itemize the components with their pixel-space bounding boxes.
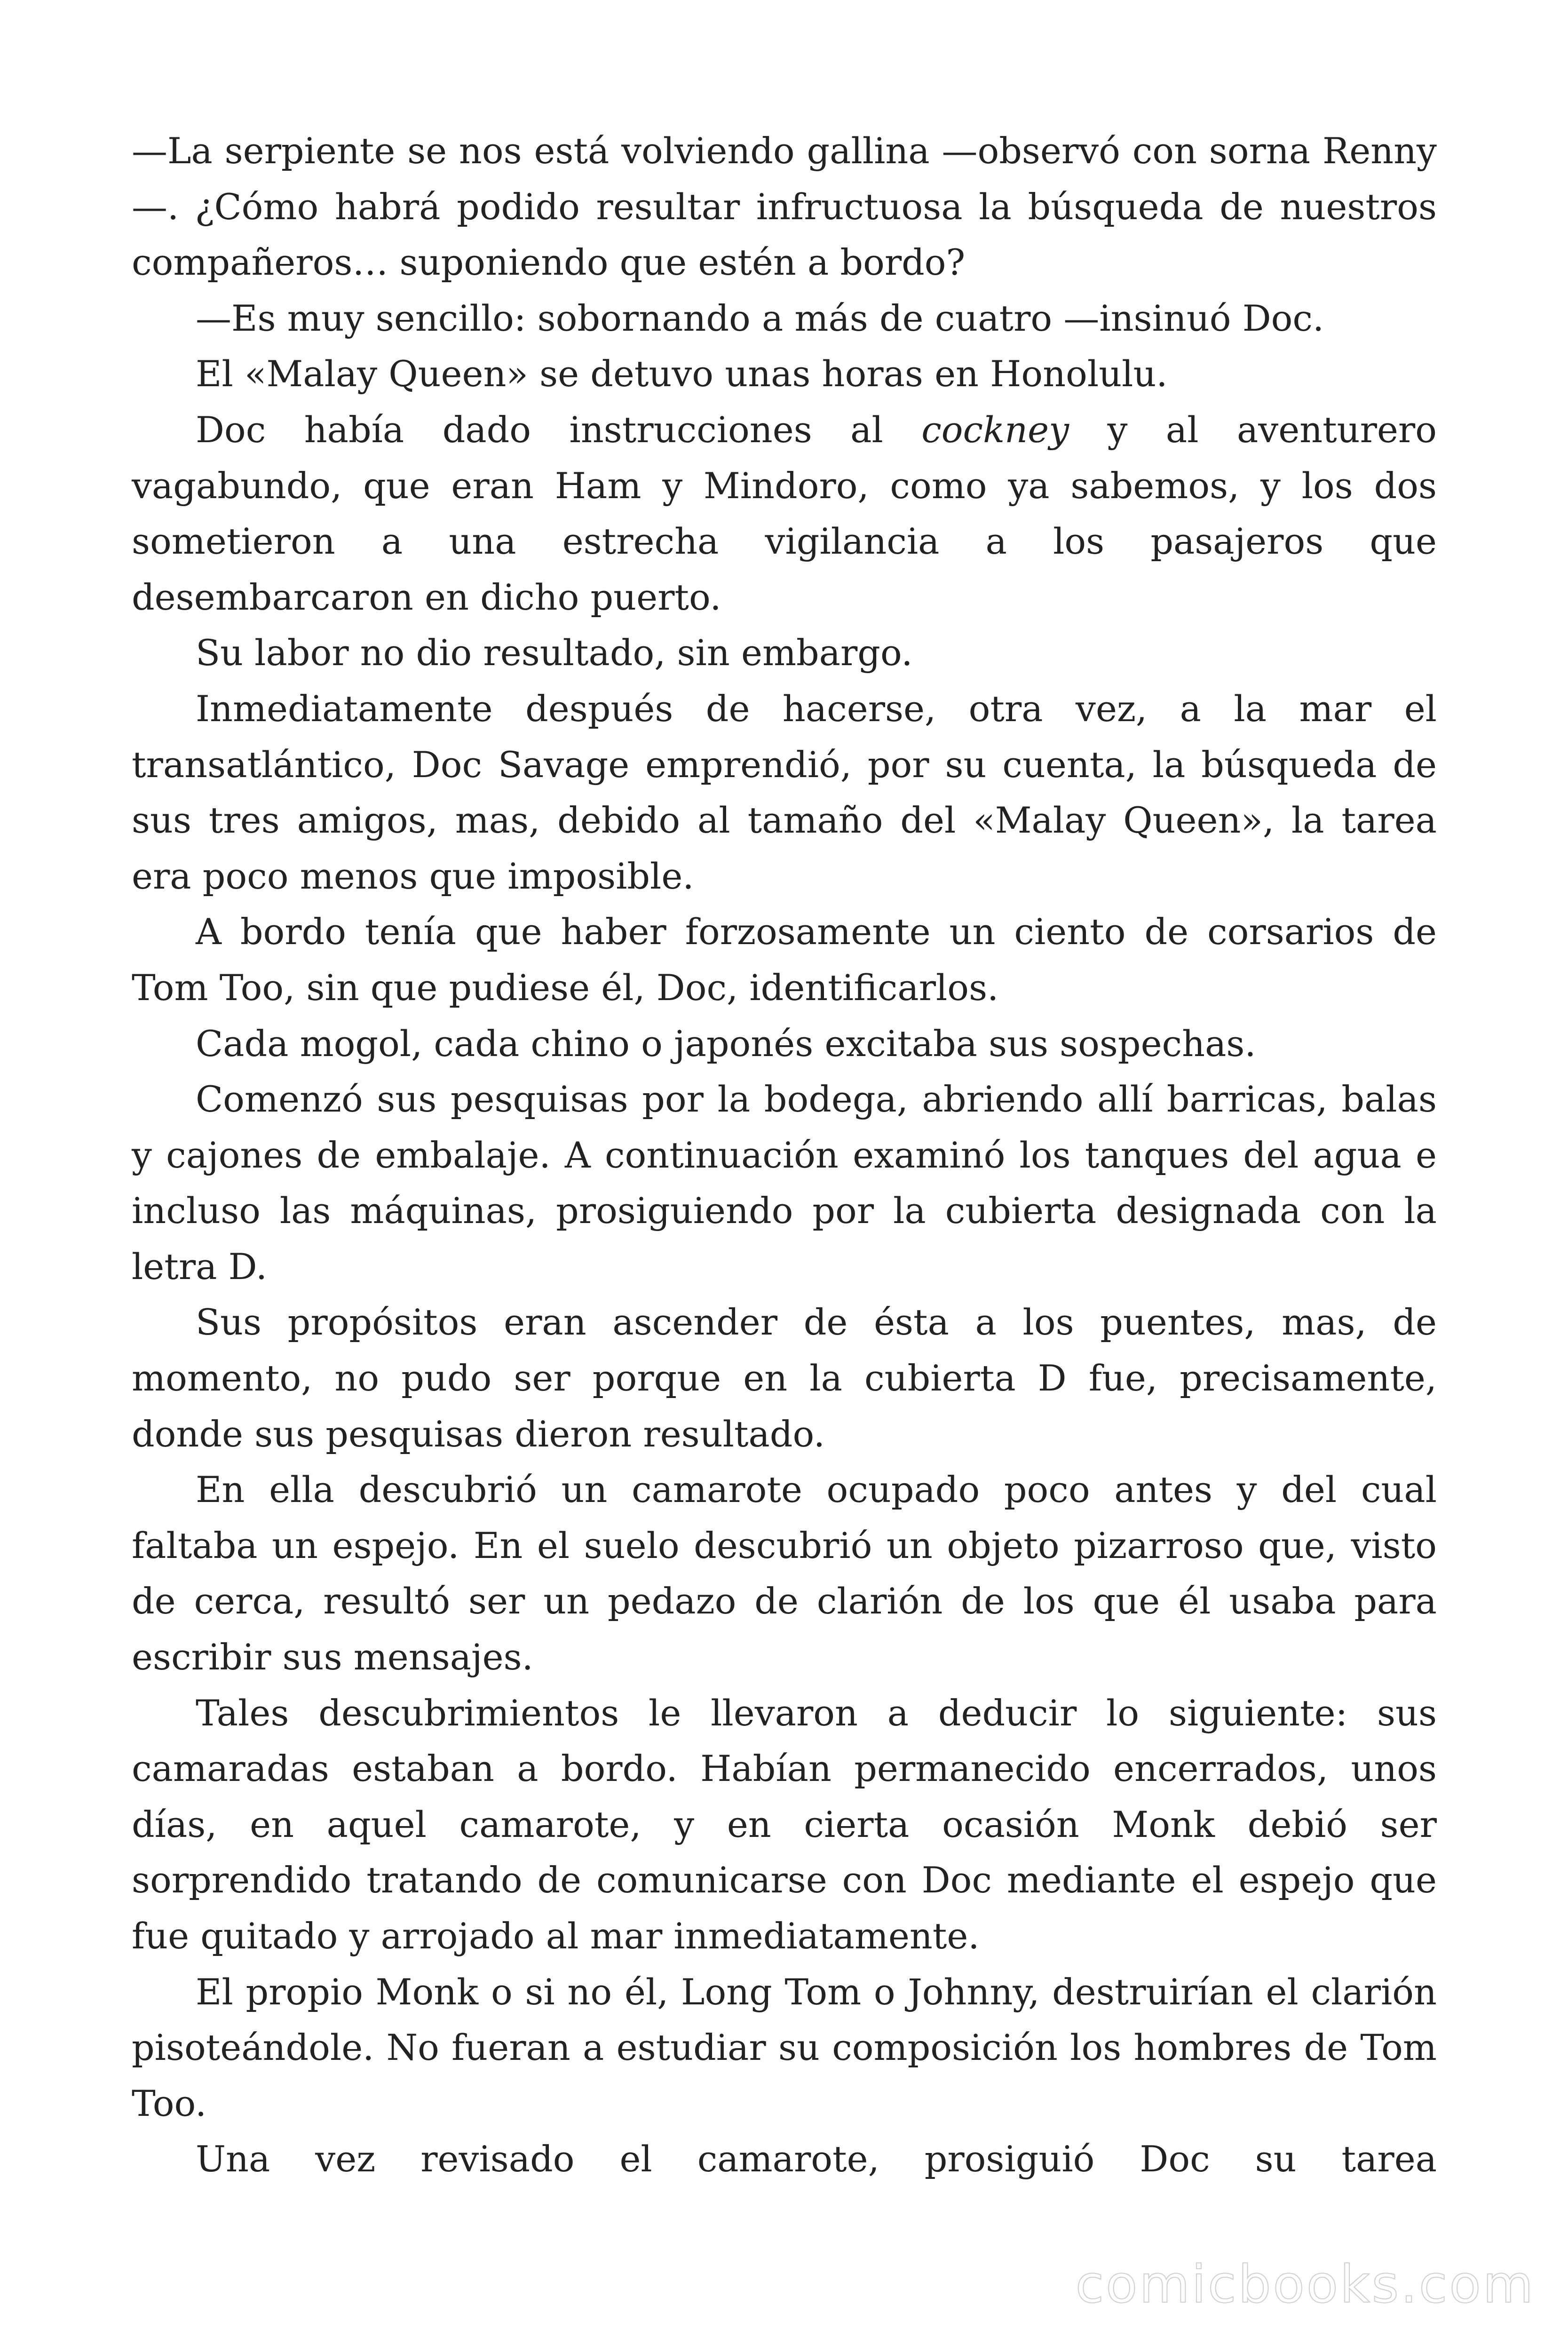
page-text (132, 123, 1437, 2187)
paragraph-11: En ella descubrió un camarote ocupado poco antes y del cual faltaba un espejo. En el suelo descubrió un objeto pizarroso que, visto de cerca, resultó ser un pedazo de clarión de los que él usaba para escribir sus mensajes. (132, 1469, 1437, 1678)
paragraph-5: Su labor no dio resultado, sin embargo. (196, 632, 913, 674)
paragraph-4 (132, 402, 1437, 625)
emphasis-cockney: cockney (921, 408, 1069, 451)
paragraph-3: El «Malay Queen» se detuvo unas horas en Honolulu. (196, 353, 1168, 395)
paragraph-2: —Es muy sencillo: sobornando a más de cuatro —insinuó Doc. (196, 297, 1324, 339)
paragraph-13: El propio Monk o si no él, Long Tom o Johnny, destruirían el clarión pisoteándole. No fueran a estudiar su composición los hombres de Tom Too. (132, 1971, 1437, 2124)
paragraph-4-end: y al aventurero vagabundo, que eran Ham y Mindoro, como ya sabemos, y los dos sometieron a una estrecha vigilancia a los pasajeros que desembarcaron en dicho puerto. (132, 408, 1437, 618)
paragraph-14: Una vez revisado el camarote, prosiguió Doc su tarea (196, 2138, 1437, 2180)
watermark-logo: comicbooks.com (1075, 2254, 1535, 2314)
paragraph-10: Sus propósitos eran ascender de ésta a los puentes, mas, de momento, no pudo ser porque en la cubierta D fue, precisamente, donde sus pesquisas dieron resultado. (132, 1301, 1437, 1455)
paragraph-4-start: Doc había dado instrucciones al (196, 408, 922, 451)
paragraph-8: Cada mogol, cada chino o japonés excitaba sus sospechas. (196, 1022, 1256, 1065)
paragraph-12: Tales descubrimientos le llevaron a deducir lo siguiente: sus camaradas estaban a bordo. Habían permanecido encerrados, unos días, en aquel camarote, y en cierta ocasión Monk debió ser sorprendido tratando de comunicarse con Doc mediante el espejo que fue quitado y arrojado al mar inmediatamente. (132, 1692, 1437, 1957)
paragraph-7: A bordo tenía que haber forzosamente un ciento de corsarios de Tom Too, sin que pudiese él, Doc, identificarlos. (132, 911, 1437, 1009)
paragraph-9: Comenzó sus pesquisas por la bodega, abriendo allí barricas, balas y cajones de embalaje. A continuación examinó los tanques del agua e incluso las máquinas, prosiguiendo por la cubierta designada con la letra D. (132, 1078, 1437, 1287)
paragraph-1: —La serpiente se nos está volviendo gallina —observó con sorna Renny—. ¿Cómo habrá podido resultar infructuosa la búsqueda de nuestros compañeros… suponiendo que estén a bordo? (132, 130, 1437, 284)
paragraph-6: Inmediatamente después de hacerse, otra vez, a la mar el transatlántico, Doc Savage emprendió, por su cuenta, la búsqueda de sus tres amigos, mas, debido al tamaño del «Malay Queen», la tarea era poco menos que imposible. (132, 687, 1437, 897)
